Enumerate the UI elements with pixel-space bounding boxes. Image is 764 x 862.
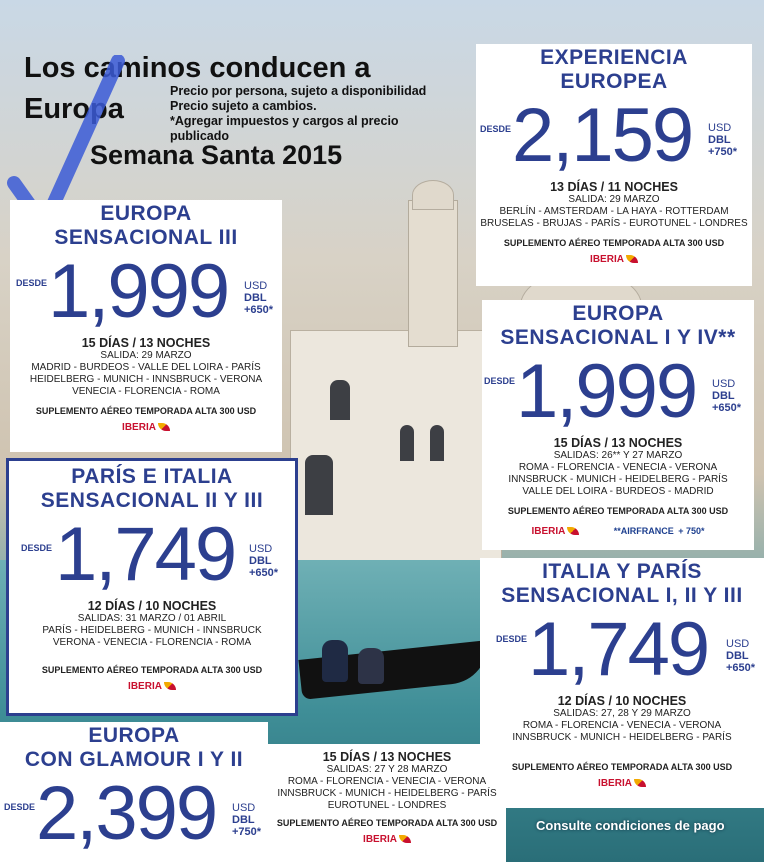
duration: 15 DÍAS / 13 NOCHES [81, 336, 211, 350]
church-facade [290, 330, 502, 562]
package-name: ITALIA Y PARÍS SENSACIONAL I, II Y III [501, 560, 743, 607]
price-block [10, 250, 282, 332]
itinerary: SALIDA: 29 MARZO BERLÍN - AMSTERDAM - LA HAYA - ROTTERDAM BRUSELAS - BRUJAS - PARÍS - EUROTUNEL - LONDRES [480, 194, 748, 229]
itinerary: SALIDAS: 27 Y 28 MARZO ROMA - FLORENCIA - VENECIA - VERONA INNSBRUCK - MUNICH - HEIDELBERG - PARÍS EUROTUNEL - LONDRES [277, 764, 497, 811]
desde-label: DESDE [4, 802, 36, 812]
air-supplement: SUPLEMENTO AÉREO TEMPORADA ALTA 300 USD [41, 665, 263, 675]
desde-label: DESDE [21, 543, 53, 553]
package-card-europa-sensacional-i-iv[interactable] [482, 300, 754, 550]
iberia-logo: IBERIA [128, 681, 176, 692]
price-block [9, 513, 295, 595]
price-amount: 2,399 [36, 771, 217, 856]
duration: 12 DÍAS / 10 NOCHES [87, 599, 217, 613]
package-name: EUROPA SENSACIONAL I Y IV** [500, 302, 736, 349]
iberia-logo: IBERIA [590, 254, 638, 265]
air-supplement: SUPLEMENTO AÉREO TEMPORADA ALTA 300 USD [507, 506, 729, 516]
package-name: EUROPA SENSACIONAL III [54, 202, 238, 249]
desde-label: DESDE [480, 124, 512, 134]
duration: 12 DÍAS / 10 NOCHES [557, 694, 687, 708]
note-line: Precio por persona, sujeto a disponibilidad [170, 84, 427, 98]
iberia-wing-icon [164, 682, 176, 690]
price-unit: USD DBL +750* [232, 802, 262, 838]
price-notes [170, 84, 500, 144]
desde-label: DESDE [484, 376, 516, 386]
price-amount: 1,749 [528, 607, 709, 692]
price-unit: USD DBL +750* [708, 122, 738, 158]
note-line: *Agregar impuestos y cargos al precio publicado [170, 114, 399, 143]
itinerary: SALIDA: 29 MARZO MADRID - BURDEOS - VALLE DEL LOIRA - PARÍS HEIDELBERG - MUNICH - INNSBRUCK - VERONA VENECIA - FLORENCIA - ROMA [29, 350, 263, 397]
package-name: EUROPA CON GLAMOUR I Y II [24, 724, 244, 771]
air-supplement: SUPLEMENTO AÉREO TEMPORADA ALTA 300 USD [276, 818, 498, 828]
air-supplement: SUPLEMENTO AÉREO TEMPORADA ALTA 300 USD [511, 762, 733, 772]
air-supplement: SUPLEMENTO AÉREO TEMPORADA ALTA 300 USD [503, 238, 725, 248]
iberia-wing-icon [158, 423, 170, 431]
headline-line2: Europa [24, 93, 124, 125]
desde-label: DESDE [496, 634, 528, 644]
tourist [358, 648, 384, 684]
desde-label: DESDE [16, 278, 48, 288]
iberia-wing-icon [634, 779, 646, 787]
iberia-logo: IBERIA [598, 778, 646, 789]
note-line: Precio sujeto a cambios. [170, 99, 317, 113]
iberia-wing-icon [626, 255, 638, 263]
airfrance-logo: **AIRFRANCE [613, 526, 674, 536]
package-card-paris-e-italia[interactable] [6, 458, 298, 716]
package-card-europa-con-glamour[interactable] [0, 722, 268, 862]
price-block [482, 350, 754, 432]
iberia-logo: IBERIA [122, 422, 170, 433]
airfrance-extra: + 750* [678, 526, 705, 536]
headline-line1: Los caminos conducen a [24, 52, 371, 84]
air-supplement: SUPLEMENTO AÉREO TEMPORADA ALTA 300 USD [35, 406, 257, 416]
tourist [322, 640, 348, 682]
price-unit: USD DBL +650* [726, 638, 756, 674]
tower-dome [412, 180, 454, 210]
price-amount: 2,159 [512, 93, 693, 178]
itinerary: SALIDAS: 26** Y 27 MARZO ROMA - FLORENCIA - VENECIA - VERONA INNSBRUCK - MUNICH - HEIDELBERG - PARÍS VALLE DEL LOIRA - BURDEOS - MADRID [508, 450, 728, 497]
package-card-europa-con-glamour-details [268, 744, 506, 862]
duration: 15 DÍAS / 13 NOCHES [553, 436, 683, 450]
itinerary: SALIDAS: 27, 28 Y 29 MARZO ROMA - FLORENCIA - VENECIA - VERONA INNSBRUCK - MUNICH - HEIDELBERG - PARÍS [512, 708, 732, 743]
iberia-wing-icon [567, 527, 579, 535]
price-amount: 1,749 [55, 512, 236, 597]
window [305, 455, 333, 515]
conditions-note: Consulte condiciones de pago [536, 818, 725, 833]
window [330, 380, 350, 420]
itinerary: SALIDAS: 31 MARZO / 01 ABRIL PARÍS - HEIDELBERG - MUNICH - INNSBRUCK VERONA - VENECIA - FLORENCIA - ROMA [42, 613, 262, 648]
price-block [476, 94, 752, 176]
package-card-italia-y-paris[interactable] [480, 558, 764, 808]
price-amount: 1,999 [48, 249, 229, 334]
package-name: EXPERIENCIA EUROPEA [540, 46, 688, 93]
package-card-experiencia-europea[interactable] [476, 44, 752, 286]
window [400, 425, 414, 461]
airline-logos [482, 520, 754, 539]
price-block [480, 608, 764, 690]
bell-tower [408, 200, 458, 347]
price-unit: USD DBL +650* [244, 280, 274, 316]
package-name: PARÍS E ITALIA SENSACIONAL II Y III [40, 465, 264, 512]
price-block [0, 772, 268, 854]
season-subtitle: Semana Santa 2015 [90, 140, 343, 170]
iberia-wing-icon [399, 835, 411, 843]
window [430, 425, 444, 461]
package-card-europa-sensacional-iii[interactable] [10, 200, 282, 452]
iberia-logo: IBERIA [363, 834, 411, 845]
price-amount: 1,999 [516, 349, 697, 434]
price-unit: USD DBL +650* [249, 543, 279, 579]
iberia-logo: IBERIA [531, 526, 579, 537]
price-unit: USD DBL +650* [712, 378, 742, 414]
duration: 15 DÍAS / 13 NOCHES [322, 750, 452, 764]
duration: 13 DÍAS / 11 NOCHES [550, 180, 678, 194]
